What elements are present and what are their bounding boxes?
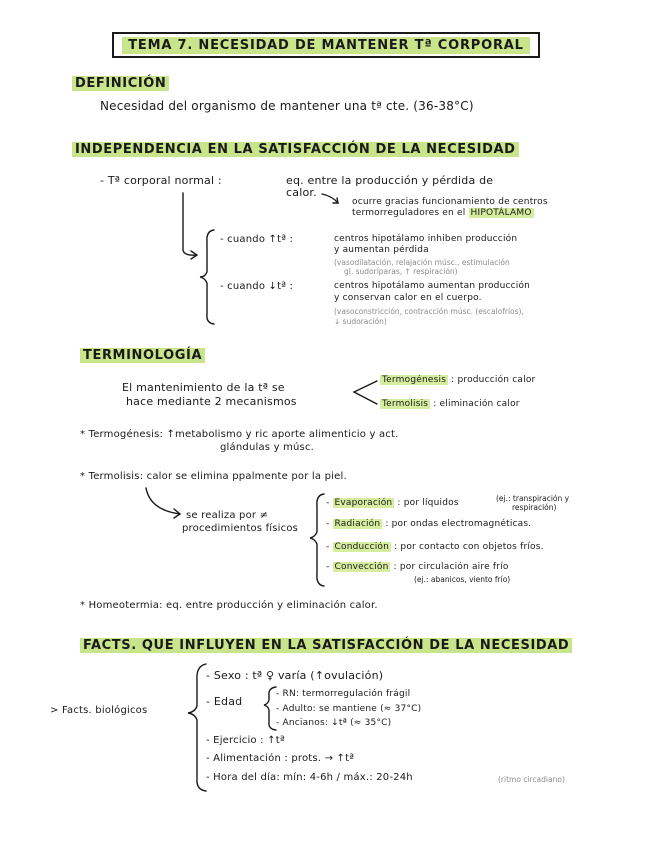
proc-1: se realiza por ≠ bbox=[186, 510, 269, 521]
mechanism-conduccion: - Conducción : por contacto con objetos fríos. bbox=[326, 542, 544, 552]
mechanism-evaporacion: - Evaporación : por líquidos bbox=[326, 498, 459, 508]
term-intro-2: hace mediante 2 mecanismos bbox=[126, 395, 297, 408]
edad-item-adulto: - Adulto: se mantiene (≈ 37°C) bbox=[276, 704, 422, 714]
edad-item-ancianos: - Ancianos: ↓tª (≈ 35°C) bbox=[276, 718, 392, 728]
definition-heading-text: DEFINICIÓN bbox=[72, 76, 169, 91]
factors-heading-text: FACTS. QUE INFLUYEN EN LA SATISFACCIÓN DE LA NECESIDAD bbox=[80, 638, 572, 653]
term-intro-1: El mantenimiento de la tª se bbox=[122, 381, 285, 394]
mechanism-desc: : por líquidos bbox=[397, 498, 459, 508]
hora-note: (ritmo circadiano) bbox=[498, 775, 565, 784]
up-text-1: centros hipotálamo inhiben producción bbox=[334, 234, 518, 244]
mechanism-name: Convección bbox=[334, 562, 389, 572]
bullet-termogenesis: * Termogénesis: ↑metabolismo y ric aporte alimenticio y act. bbox=[80, 429, 399, 440]
bullet-termogenesis-2: glándulas y músc. bbox=[220, 442, 315, 453]
evaporacion-note-1: (ej.: transpiración y bbox=[496, 494, 570, 503]
mechanism-name: Evaporación bbox=[334, 498, 393, 508]
down-note-1: (vasoconstricción, contracción músc. (escalofríos), bbox=[334, 307, 524, 316]
termolisis-term: Termolisis bbox=[382, 399, 429, 409]
mechanism-name: Conducción bbox=[334, 542, 390, 552]
mechanism-conveccion: - Convección : por circulación aire frío bbox=[326, 562, 509, 572]
independence-heading-text: INDEPENDENCIA EN LA SATISFACCIÓN DE LA NECESIDAD bbox=[72, 142, 519, 157]
page-title: TEMA 7. NECESIDAD DE MANTENER Tª CORPORAL bbox=[122, 37, 530, 54]
hypo-text-2-a: termorreguladores en el bbox=[352, 208, 466, 218]
termogenesis-term: Termogénesis bbox=[382, 375, 447, 385]
termogenesis-def: : producción calor bbox=[451, 375, 536, 385]
termolisis-def: : eliminación calor bbox=[433, 399, 520, 409]
factor-ejercicio: - Ejercicio : ↑tª bbox=[206, 735, 285, 746]
terminology-heading-text: TERMINOLOGÍA bbox=[80, 348, 205, 363]
mechanism-name: Radiación bbox=[334, 519, 381, 529]
mechanism-desc: : por circulación aire frío bbox=[393, 562, 509, 572]
mechanism-desc: : por ondas electromagnéticas. bbox=[385, 519, 532, 529]
factor-hora: - Hora del día: mín: 4-6h / máx.: 20-24h bbox=[206, 772, 413, 783]
hypo-text-1: ocurre gracias funcionamiento de centros bbox=[352, 197, 548, 207]
up-note-2: gl. sudoríparas, ↑ respiración) bbox=[344, 267, 458, 276]
hypo-word: HIPOTÁLAMO bbox=[470, 208, 532, 218]
up-label: - cuando ↑tª : bbox=[220, 234, 294, 245]
factor-alimentacion: - Alimentación : prots. → ↑tª bbox=[206, 753, 355, 764]
evaporacion-note-2: respiración) bbox=[512, 503, 557, 512]
bullet-termolisis: * Termolisis: calor se elimina ppalmente por la piel. bbox=[80, 471, 347, 482]
up-note-1: (vasodilatación, relajación músc., estimulación bbox=[334, 258, 510, 267]
normal-text-1: eq. entre la producción y pérdida de bbox=[286, 174, 494, 187]
normal-text-2: calor. bbox=[286, 186, 317, 199]
bullet-homeotermia: * Homeotermia: eq. entre producción y eliminación calor. bbox=[80, 600, 378, 611]
proc-2: procedimientos físicos bbox=[182, 523, 299, 534]
bio-factors-label: > Facts. biológicos bbox=[50, 705, 148, 716]
normal-label: - Tª corporal normal : bbox=[100, 174, 222, 187]
definition-text: Necesidad del organismo de mantener una tª cte. (36-38°C) bbox=[100, 99, 474, 113]
mechanism-desc: : por contacto con objetos fríos. bbox=[394, 542, 544, 552]
down-note-2: ↓ sudoración) bbox=[334, 317, 387, 326]
factor-sexo: - Sexo : tª ♀ varía (↑ovulación) bbox=[206, 669, 384, 682]
edad-item-rn: - RN: termorregulación frágil bbox=[276, 689, 411, 699]
factor-edad: - Edad bbox=[206, 695, 243, 708]
down-label: - cuando ↓tª : bbox=[220, 281, 294, 292]
mechanism-radiacion: - Radiación : por ondas electromagnéticas. bbox=[326, 519, 532, 529]
down-text-2: y conservan calor en el cuerpo. bbox=[334, 293, 482, 303]
conveccion-note: (ej.: abanicos, viento frío) bbox=[414, 575, 511, 584]
down-text-1: centros hipotálamo aumentan producción bbox=[334, 281, 531, 291]
up-text-2: y aumentan pérdida bbox=[334, 245, 429, 255]
